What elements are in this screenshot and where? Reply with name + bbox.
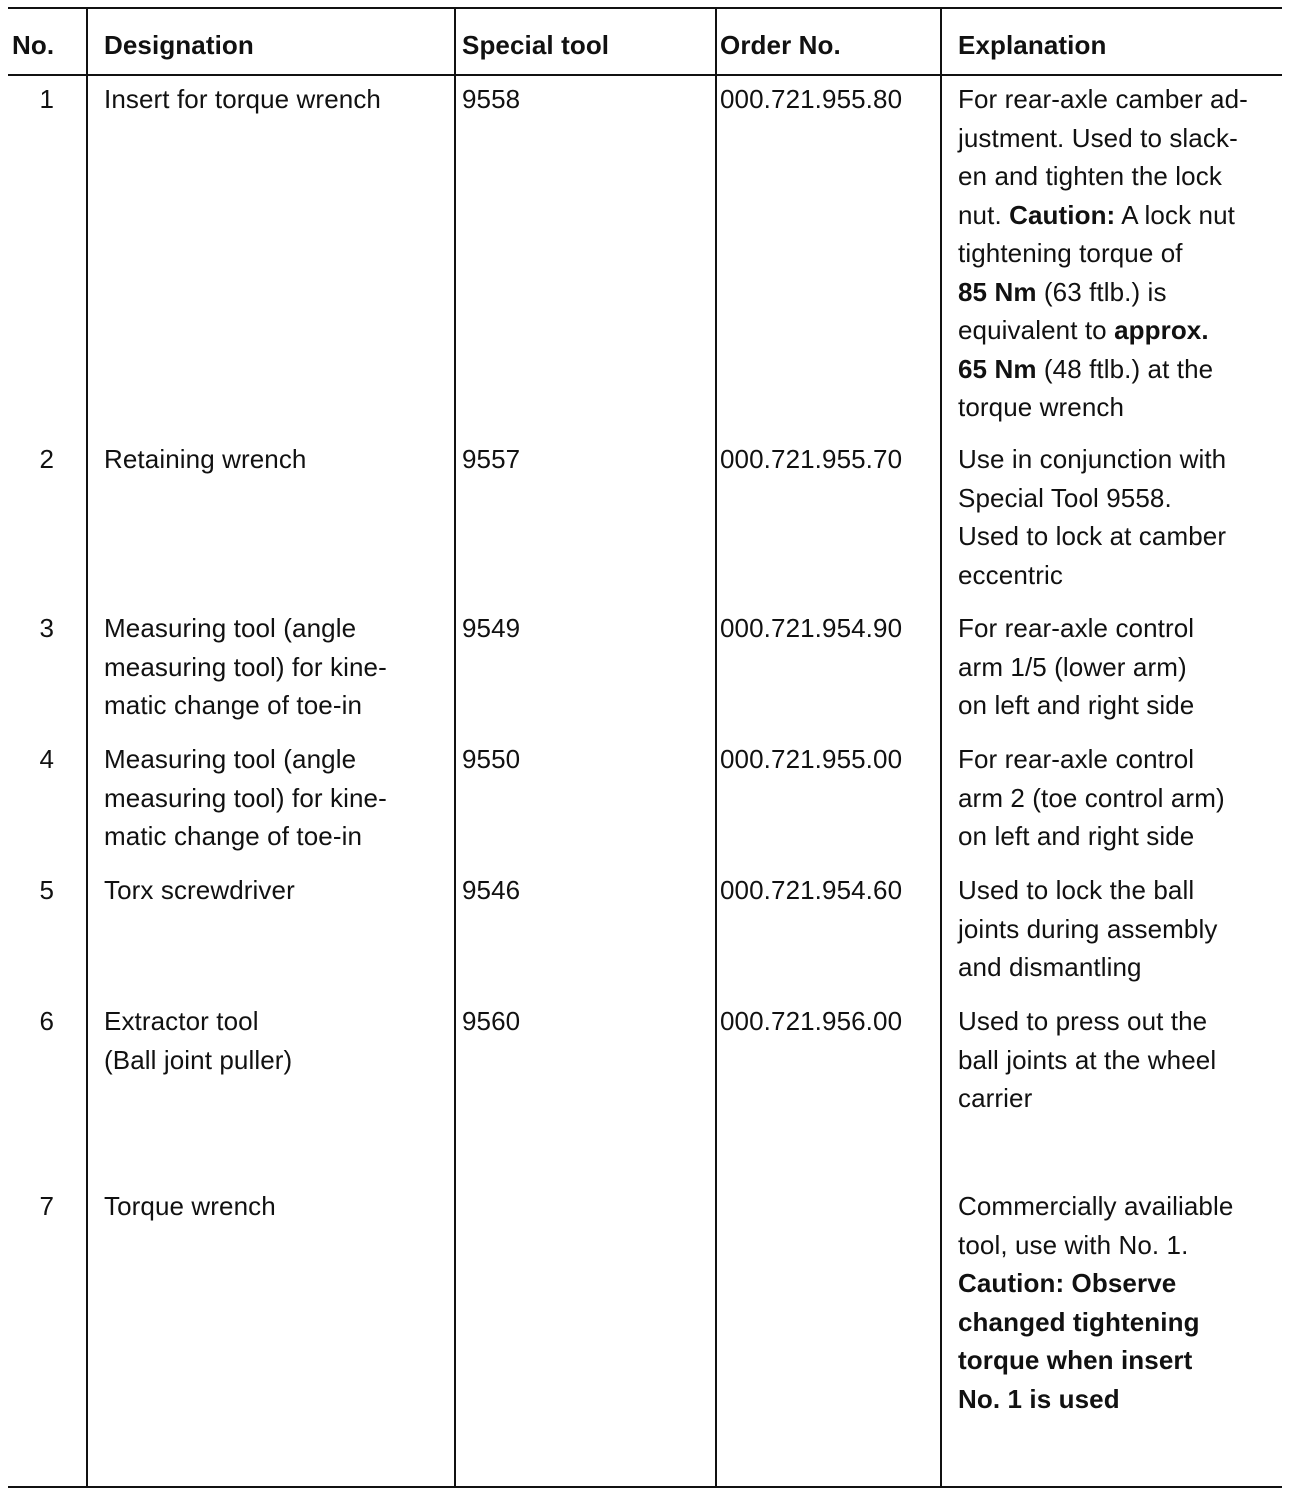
explanation-cell: [958, 440, 1288, 594]
explanation-text: Used to press out the ball joints at the wheel carrier: [958, 1006, 1217, 1113]
row-number: 5: [39, 875, 54, 905]
explanation-text: (63 ftlb.) is equivalent to: [958, 276, 1167, 345]
order-no-cell: 000.721.955.00: [720, 744, 903, 774]
explanation-text: Use in conjunction with Special Tool 9558. Used to lock at camber eccentric: [958, 444, 1227, 590]
explanation-text: For rear-axle control arm 2 (toe control arm) on left and right side: [958, 744, 1225, 851]
explanation-cell: [958, 609, 1288, 725]
explanation-cell: [958, 1002, 1288, 1118]
explanation-cell: [958, 1187, 1288, 1418]
special-tool-cell: 9550: [462, 744, 521, 774]
header-special-tool: Special tool: [462, 30, 610, 60]
explanation-text: Used to lock the ball joints during assembly and dismantling: [958, 875, 1218, 982]
header-designation: Designation: [104, 30, 254, 60]
order-no-cell: 000.721.955.80: [720, 84, 903, 114]
explanation-cell: [958, 80, 1288, 427]
column-divider-no: [86, 7, 88, 1488]
row-number: 4: [39, 744, 54, 774]
special-tool-cell: 9549: [462, 613, 521, 643]
designation-cell: Torx screwdriver: [104, 875, 295, 905]
order-no-cell: 000.721.954.60: [720, 875, 903, 905]
designation-cell: Insert for torque wrench: [104, 84, 381, 114]
row-number: 7: [39, 1191, 54, 1221]
column-divider-designation: [454, 7, 456, 1488]
column-divider-special-tool: [715, 7, 717, 1488]
explanation-text: Commercially availiable tool, use with No. 1.: [958, 1191, 1234, 1260]
designation-cell: Measuring tool (angle measuring tool) for kine- matic change of toe-in: [104, 744, 387, 851]
header-order-no: Order No.: [720, 30, 841, 60]
order-no-cell: 000.721.955.70: [720, 444, 903, 474]
explanation-emphasis: Caution: Observe changed tightening torque when insert No. 1 is used: [958, 1268, 1200, 1414]
header-bottom-rule: [8, 74, 1282, 76]
column-divider-order-no: [940, 7, 942, 1488]
explanation-emphasis: Caution:: [1009, 199, 1116, 230]
row-number: 6: [39, 1006, 54, 1036]
special-tool-cell: 9546: [462, 875, 521, 905]
header-no: No.: [12, 30, 55, 60]
header-explanation: Explanation: [958, 30, 1107, 60]
explanation-cell: [958, 740, 1288, 856]
row-number: 3: [39, 613, 54, 643]
table-bottom-rule: [8, 1486, 1282, 1488]
designation-cell: Extractor tool (Ball joint puller): [104, 1006, 293, 1075]
explanation-text: (48 ftlb.) at the torque wrench: [958, 353, 1214, 422]
order-no-cell: 000.721.956.00: [720, 1006, 903, 1036]
explanation-emphasis: 85 Nm: [958, 276, 1037, 307]
explanation-text: A lock nut tightening torque of: [958, 199, 1235, 268]
explanation-text: For rear-axle control arm 1/5 (lower arm) on left and right side: [958, 613, 1195, 720]
explanation-text: For rear-axle camber ad- justment. Used to slack- en and tighten the lock nut.: [958, 84, 1248, 230]
table-top-rule: [8, 7, 1282, 9]
explanation-cell: [958, 871, 1288, 987]
designation-cell: Retaining wrench: [104, 444, 307, 474]
row-number: 1: [39, 84, 54, 114]
special-tool-cell: 9560: [462, 1006, 521, 1036]
special-tool-cell: 9557: [462, 444, 521, 474]
explanation-emphasis: approx. 65 Nm: [958, 315, 1209, 384]
order-no-cell: 000.721.954.90: [720, 613, 903, 643]
special-tool-cell: 9558: [462, 84, 521, 114]
designation-cell: Measuring tool (angle measuring tool) for kine- matic change of toe-in: [104, 613, 387, 720]
designation-cell: Torque wrench: [104, 1191, 276, 1221]
row-number: 2: [39, 444, 54, 474]
